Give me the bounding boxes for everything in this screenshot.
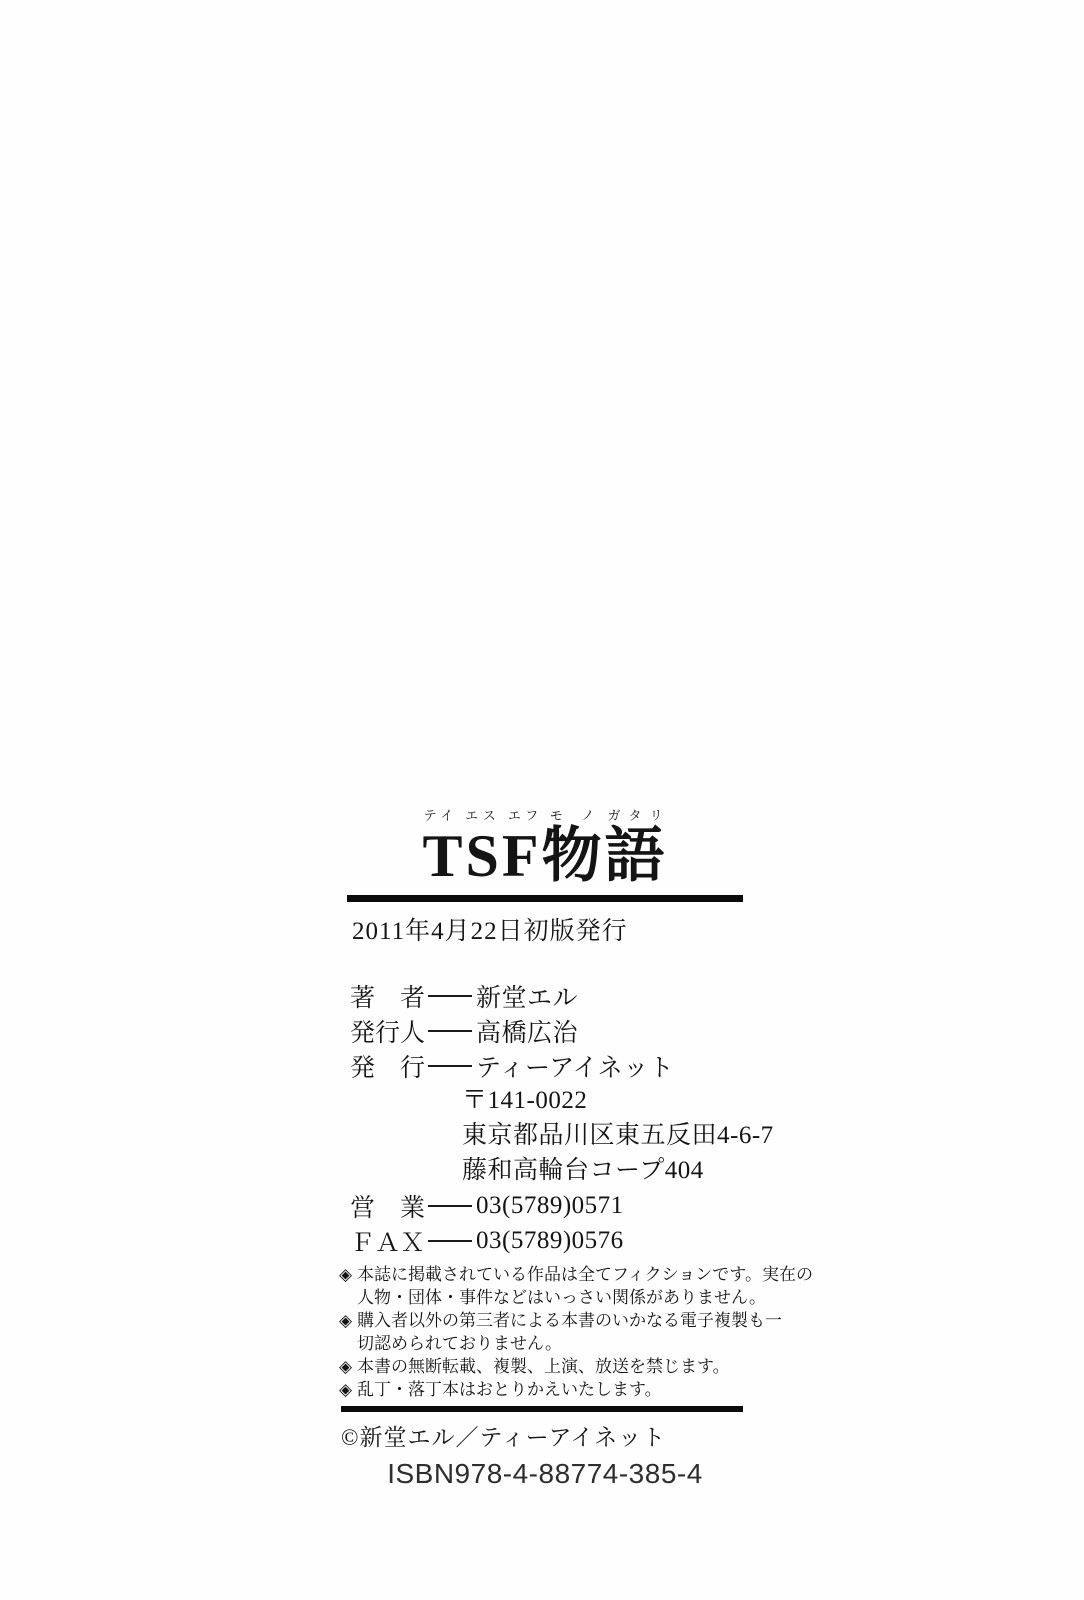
diamond-bullet-icon: ◈ xyxy=(339,1311,353,1330)
fax-number: 03(5789)0576 xyxy=(476,1226,624,1254)
title-furigana-gatari: ガタリ xyxy=(604,808,668,823)
note-digital-copy xyxy=(339,1309,782,1355)
sales-label: 営 業 xyxy=(350,1194,426,1222)
title-base-gatari: 語 xyxy=(604,823,668,889)
edition-date: 2011年4月22日初版発行 xyxy=(352,918,628,945)
diamond-bullet-icon: ◈ xyxy=(339,1357,353,1376)
leader-dash xyxy=(428,1240,472,1242)
copyright-line: ©新堂エル／ティーアイネット xyxy=(341,1425,667,1450)
fax-label: ＦＡＸ xyxy=(350,1229,426,1257)
book-title xyxy=(347,808,743,889)
publisher-address xyxy=(462,1083,774,1188)
isbn-number: ISBN978-4-88774-385-4 xyxy=(387,1458,703,1489)
publication-info xyxy=(347,978,774,1258)
note-line: 本誌に掲載されている作品は全てフィクションです。実在の xyxy=(357,1265,813,1284)
title-base-tsf: TSF xyxy=(422,823,542,889)
leader-dash xyxy=(428,1030,472,1032)
sales-phone-number: 03(5789)0571 xyxy=(476,1191,624,1219)
sales-phone-row xyxy=(350,1188,743,1223)
publisher-person-name: 高橋広治 xyxy=(476,1019,579,1047)
fax-row xyxy=(350,1223,743,1258)
address-line-1: 東京都品川区東五反田4-6-7 xyxy=(462,1122,774,1149)
author-name: 新堂エル xyxy=(476,984,579,1012)
title-base-mono: 物 xyxy=(541,823,605,889)
publisher-person-label: 発行人 xyxy=(350,1019,426,1047)
leader-dash xyxy=(428,1065,472,1067)
author-row xyxy=(350,978,743,1013)
postal-code: 〒141-0022 xyxy=(462,1087,588,1114)
title-furigana-tsf: テイ エス エフ xyxy=(422,808,542,823)
title-furigana-mono: モノ xyxy=(541,808,605,823)
legal-notes xyxy=(339,1263,813,1401)
note-line: 購入者以外の第三者による本書のいかなる電子複製も一 xyxy=(357,1311,782,1330)
leader-dash xyxy=(428,995,472,997)
note-line: 人物・団体・事件などはいっさい関係がありません。 xyxy=(357,1288,767,1307)
title-divider-rule xyxy=(347,895,743,902)
author-label: 著 者 xyxy=(350,984,426,1012)
footer-divider-rule xyxy=(341,1406,743,1412)
publisher-label: 発 行 xyxy=(350,1054,426,1082)
note-text xyxy=(357,1263,813,1309)
publisher-name: ティーアイネット xyxy=(476,1054,675,1082)
title-segment-mono xyxy=(541,808,605,889)
publisher-person-row xyxy=(350,1013,743,1048)
note-text xyxy=(357,1309,782,1355)
leader-dash xyxy=(428,1205,472,1207)
note-line: 切認められておりません。 xyxy=(357,1334,563,1353)
address-line-2: 藤和高輪台コープ404 xyxy=(462,1157,704,1184)
note-defective-copies xyxy=(339,1378,743,1401)
publisher-row xyxy=(350,1048,743,1083)
note-line: 本書の無断転載、複製、上演、放送を禁じます。 xyxy=(357,1357,730,1376)
note-line: 乱丁・落丁本はおとりかえいたします。 xyxy=(357,1380,662,1399)
title-segment-gatari xyxy=(604,808,668,889)
title-segment-tsf xyxy=(422,808,542,889)
colophon-block xyxy=(339,808,813,1490)
note-fiction-disclaimer xyxy=(339,1263,813,1309)
diamond-bullet-icon: ◈ xyxy=(339,1380,353,1399)
diamond-bullet-icon: ◈ xyxy=(339,1265,353,1284)
book-title-text xyxy=(422,808,668,889)
note-text xyxy=(357,1355,730,1378)
note-text xyxy=(357,1378,662,1401)
note-reproduction xyxy=(339,1355,743,1378)
